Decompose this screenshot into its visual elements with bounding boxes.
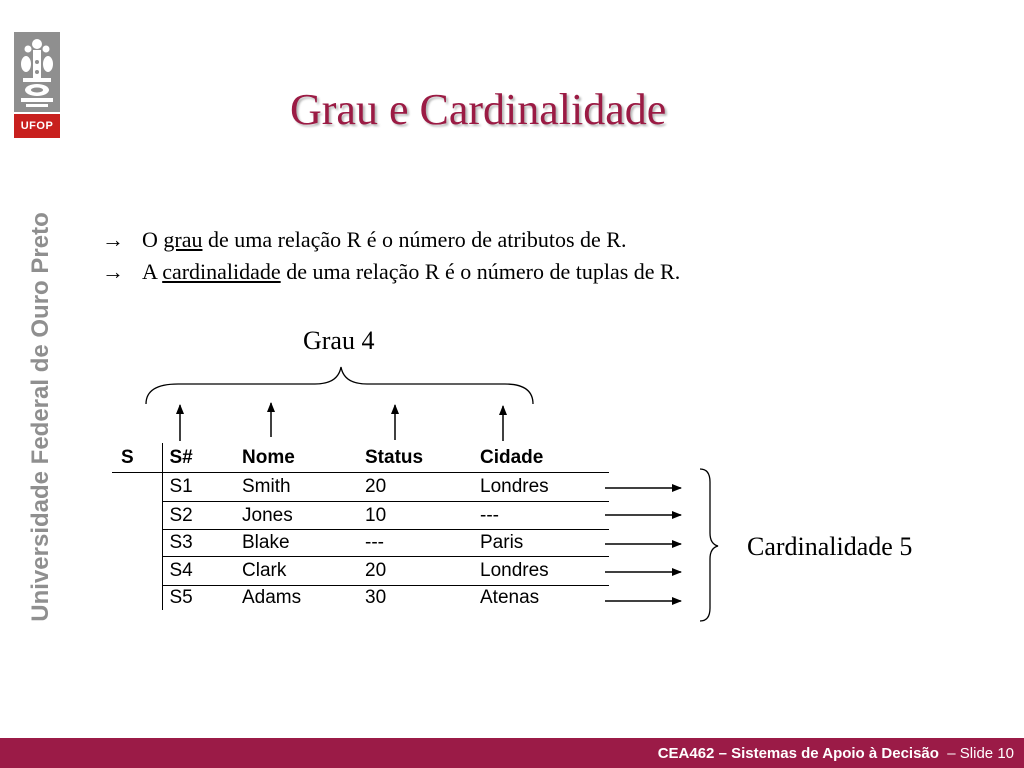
cardinality-definition [102,256,680,288]
table-row [112,502,609,530]
column-header: Cidade [473,443,609,473]
right-arrow-icon: → [102,259,124,284]
table-cell: --- [473,502,609,530]
university-name: Universidade Federal de Ouro Preto [27,212,54,622]
table-cell [112,502,162,530]
term-grau: grau [163,227,203,252]
column-header: Status [358,443,473,473]
table-cell: S5 [169,587,193,608]
table-row [112,530,609,557]
course-name: CEA462 – Sistemas de Apoio à Decisão [657,745,939,762]
term-cardinalidade: cardinalidade [162,259,281,284]
table-cell: 20 [358,473,473,502]
table-cell [112,530,162,557]
right-arrow-icon: → [102,227,124,252]
table-cell: Londres [473,557,609,586]
table-row [112,473,609,502]
header-row [112,443,609,473]
table-cell [112,557,162,586]
table-cell: S4 [162,557,235,586]
degree-brace [146,367,533,404]
crest-icon [14,32,60,112]
table-cell: S1 [162,473,235,502]
slide-title: Grau e Cardinalidade [290,85,667,134]
table-cell: Londres [473,473,609,502]
cardinality-brace [700,469,718,621]
relation-table [112,443,609,610]
relation-name: S [112,443,162,473]
logo-label: UFOP [14,114,60,138]
table-cell: Smith [235,473,358,502]
cardinality-label: Cardinalidade 5 [747,532,913,561]
definitions-list [102,224,680,288]
slide-number: – Slide 10 [947,745,1014,762]
table-row [112,586,609,611]
table-cell: --- [358,530,473,557]
table-cell: Clark [235,557,358,586]
university-logo [14,32,60,138]
table-cell: 30 [365,587,387,608]
bullet-text-after: de uma relação R é o número de atributos de R. [202,227,627,252]
table-cell: Jones [235,502,358,530]
table-cell: S3 [162,530,235,557]
table-cell: Adams [242,587,302,608]
table-cell [112,473,162,502]
column-header: Nome [235,443,358,473]
table-cell: S2 [162,502,235,530]
table-cell: Blake [235,530,358,557]
bullet-text-after: de uma relação R é o número de tuplas de R. [280,259,681,284]
bullet-text-before: A [142,259,163,284]
table-row [112,557,609,586]
footer-bar [0,738,1024,768]
table-cell: Paris [473,530,609,557]
degree-label: Grau 4 [303,326,375,355]
table-cell: 10 [358,502,473,530]
bullet-text-before: O [142,227,164,252]
degree-definition [102,224,680,256]
column-header: S# [162,443,235,473]
table-cell: Atenas [480,587,540,608]
table-cell: 20 [358,557,473,586]
table-cell [112,586,162,611]
